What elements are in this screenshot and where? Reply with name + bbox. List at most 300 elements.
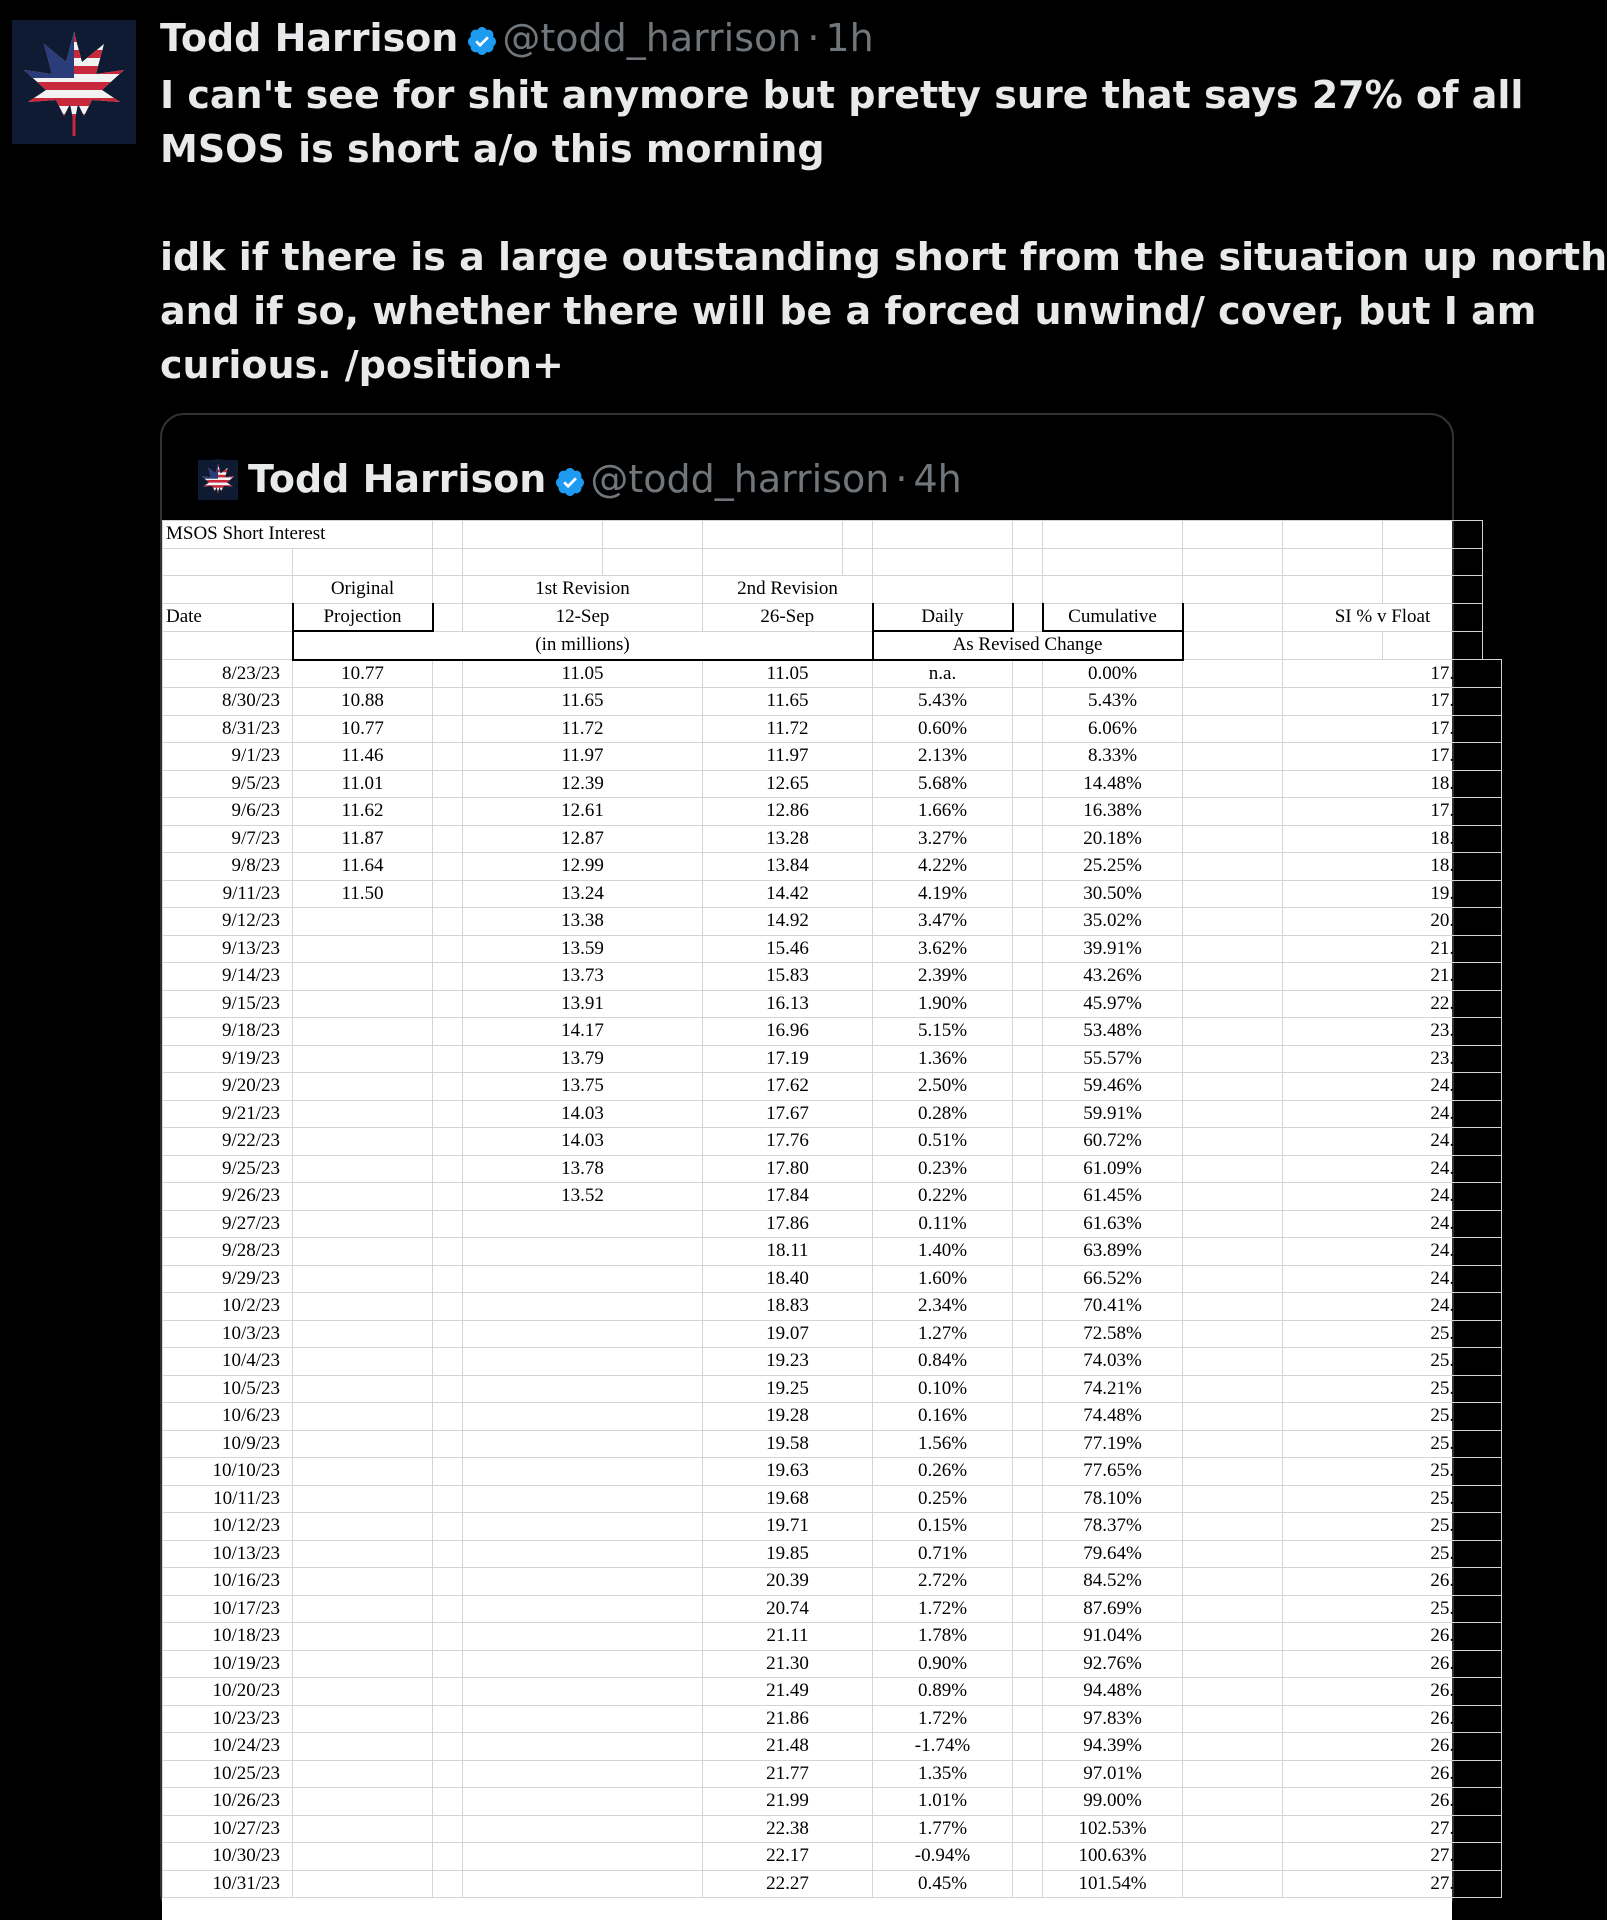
cell-cumulative: 5.43% [1043, 688, 1183, 716]
cell-rev2: 17.62 [703, 1073, 873, 1101]
cell-si-float: 25.17% [1283, 1348, 1502, 1376]
cell-rev1 [463, 1320, 703, 1348]
quoted-tweet[interactable] [160, 413, 1489, 1917]
cell-date: 10/31/23 [163, 1870, 293, 1898]
cell-cumulative: 101.54% [1043, 1870, 1183, 1898]
cell-cumulative: 8.33% [1043, 743, 1183, 771]
cell-rev1 [463, 1348, 703, 1376]
cell-original [293, 1513, 433, 1541]
table-row [163, 1650, 1502, 1678]
cell-si-float: 24.30% [1283, 1210, 1502, 1238]
cell-original [293, 1568, 433, 1596]
cell-rev1 [463, 1650, 703, 1678]
author-handle[interactable]: @todd_harrison [502, 16, 802, 60]
cell-cumulative: 97.01% [1043, 1760, 1183, 1788]
cell-cumulative: 72.58% [1043, 1320, 1183, 1348]
cell-original: 11.64 [293, 853, 433, 881]
cell-rev2: 18.40 [703, 1265, 873, 1293]
cell-cumulative: 55.57% [1043, 1045, 1183, 1073]
cell-cumulative: 6.06% [1043, 715, 1183, 743]
tweet-line: I can't see for shit anymore but pretty sure that says 27% of all [160, 73, 1524, 117]
cell-cumulative: 61.63% [1043, 1210, 1183, 1238]
cell-date: 10/25/23 [163, 1760, 293, 1788]
cell-rev2: 16.96 [703, 1018, 873, 1046]
tweet-line: and if so, whether there will be a forced unwind/ cover, but I am [160, 289, 1537, 333]
cell-original: 10.77 [293, 715, 433, 743]
table-row [163, 1540, 1502, 1568]
cell-si-float: 24.34% [1283, 1183, 1502, 1211]
table-row [163, 743, 1502, 771]
cannabis-leaf-flag-icon [198, 460, 238, 500]
cell-original: 10.88 [293, 688, 433, 716]
cell-rev1: 11.65 [463, 688, 703, 716]
cell-original [293, 1760, 433, 1788]
cell-rev2: 19.07 [703, 1320, 873, 1348]
table-row [163, 1788, 1502, 1816]
cell-rev2: 19.28 [703, 1403, 873, 1431]
cell-rev1: 14.03 [463, 1128, 703, 1156]
cell-date: 8/23/23 [163, 660, 293, 688]
cell-rev2: 21.48 [703, 1733, 873, 1761]
title-row [163, 521, 1502, 549]
cell-daily: 1.36% [873, 1045, 1013, 1073]
cell-rev1: 12.39 [463, 770, 703, 798]
cell-original [293, 1870, 433, 1898]
table-row [163, 1843, 1502, 1871]
cell-date: 10/16/23 [163, 1568, 293, 1596]
cell-daily: 1.60% [873, 1265, 1013, 1293]
cell-date: 9/20/23 [163, 1073, 293, 1101]
cell-rev2: 16.13 [703, 990, 873, 1018]
cell-date: 10/9/23 [163, 1430, 293, 1458]
cell-cumulative: 74.48% [1043, 1403, 1183, 1431]
cell-rev1 [463, 1678, 703, 1706]
table-row [163, 1705, 1502, 1733]
cell-rev1 [463, 1595, 703, 1623]
cell-date: 10/2/23 [163, 1293, 293, 1321]
cell-si-float: 23.52% [1283, 1045, 1502, 1073]
table-row [163, 1375, 1502, 1403]
cell-original [293, 1100, 433, 1128]
cell-daily: 3.47% [873, 908, 1013, 936]
cell-date: 10/6/23 [163, 1403, 293, 1431]
cell-si-float: 17.48% [1283, 743, 1502, 771]
cell-date: 10/18/23 [163, 1623, 293, 1651]
cell-rev2: 21.11 [703, 1623, 873, 1651]
cell-rev1: 11.97 [463, 743, 703, 771]
header-row-bottom [163, 631, 1502, 660]
cell-original [293, 1788, 433, 1816]
short-interest-table [162, 520, 1502, 1898]
cell-rev1 [463, 1238, 703, 1266]
cell-daily: -0.94% [873, 1843, 1013, 1871]
cell-si-float: 18.98% [1283, 853, 1502, 881]
cell-daily: 1.66% [873, 798, 1013, 826]
cell-rev1: 13.79 [463, 1045, 703, 1073]
cell-rev2: 13.28 [703, 825, 873, 853]
cell-rev1 [463, 1375, 703, 1403]
cell-date: 9/11/23 [163, 880, 293, 908]
cell-date: 9/21/23 [163, 1100, 293, 1128]
cell-si-float: 26.75% [1283, 1788, 1502, 1816]
cell-daily: 2.39% [873, 963, 1013, 991]
cell-rev2: 14.92 [703, 908, 873, 936]
cell-daily: 0.45% [873, 1870, 1013, 1898]
table-row [163, 1073, 1502, 1101]
cell-si-float: 24.17% [1283, 1100, 1502, 1128]
cell-cumulative: 102.53% [1043, 1815, 1183, 1843]
cell-rev2: 15.46 [703, 935, 873, 963]
cell-daily: 1.72% [873, 1595, 1013, 1623]
cell-rev1 [463, 1815, 703, 1843]
tweet-line: curious. /position+ [160, 343, 564, 387]
cell-si-float: 27.00% [1283, 1843, 1502, 1871]
cell-rev2: 20.39 [703, 1568, 873, 1596]
cell-date: 9/29/23 [163, 1265, 293, 1293]
cell-date: 9/18/23 [163, 1018, 293, 1046]
cell-date: 9/26/23 [163, 1183, 293, 1211]
cell-rev1 [463, 1403, 703, 1431]
cell-si-float: 18.41% [1283, 825, 1502, 853]
cell-si-float: 26.13% [1283, 1623, 1502, 1651]
cell-daily: 5.43% [873, 688, 1013, 716]
table-row [163, 1018, 1502, 1046]
cell-rev2: 17.80 [703, 1155, 873, 1183]
cell-date: 9/27/23 [163, 1210, 293, 1238]
quoted-tweet-header [198, 451, 962, 513]
cell-rev1 [463, 1568, 703, 1596]
cell-daily: 1.40% [873, 1238, 1013, 1266]
cell-daily: 0.15% [873, 1513, 1013, 1541]
cell-cumulative: 77.65% [1043, 1458, 1183, 1486]
cell-si-float: 25.17% [1283, 1403, 1502, 1431]
table-row [163, 1485, 1502, 1513]
cell-daily: 1.77% [873, 1815, 1013, 1843]
cell-rev1 [463, 1485, 703, 1513]
cell-date: 9/14/23 [163, 963, 293, 991]
cell-rev2: 22.17 [703, 1843, 873, 1871]
blank-row [163, 548, 1502, 576]
cell-original: 10.77 [293, 660, 433, 688]
cell-daily: 0.60% [873, 715, 1013, 743]
author-name[interactable]: Todd Harrison [160, 16, 459, 60]
header-row-mid [163, 603, 1502, 631]
cell-cumulative: 74.03% [1043, 1348, 1183, 1376]
tweet-line: MSOS is short a/o this morning [160, 127, 825, 171]
table-row [163, 1458, 1502, 1486]
cell-date: 9/1/23 [163, 743, 293, 771]
cell-cumulative: 53.48% [1043, 1018, 1183, 1046]
cell-daily: 0.89% [873, 1678, 1013, 1706]
cell-daily: 0.23% [873, 1155, 1013, 1183]
cell-date: 9/15/23 [163, 990, 293, 1018]
cell-cumulative: 0.00% [1043, 660, 1183, 688]
cell-cumulative: 94.48% [1043, 1678, 1183, 1706]
cell-daily: 1.72% [873, 1705, 1013, 1733]
table-row [163, 1348, 1502, 1376]
cell-si-float: 26.37% [1283, 1678, 1502, 1706]
cell-rev2: 11.97 [703, 743, 873, 771]
cell-cumulative: 45.97% [1043, 990, 1183, 1018]
cell-original [293, 1540, 433, 1568]
cell-original [293, 1485, 433, 1513]
header-revision-1: 1st Revision [463, 576, 703, 604]
cell-cumulative: 20.18% [1043, 825, 1183, 853]
cell-cumulative: 60.72% [1043, 1128, 1183, 1156]
cell-si-float: 21.71% [1283, 963, 1502, 991]
cell-daily: 1.78% [873, 1623, 1013, 1651]
quoted-avatar [198, 459, 238, 499]
cell-daily: 2.34% [873, 1293, 1013, 1321]
cell-daily: 5.68% [873, 770, 1013, 798]
cell-rev1 [463, 1458, 703, 1486]
cell-date: 9/25/23 [163, 1155, 293, 1183]
separator-dot: · [807, 16, 820, 60]
cell-si-float: 19.78% [1283, 880, 1502, 908]
cell-cumulative: 30.50% [1043, 880, 1183, 908]
cell-rev2: 21.86 [703, 1705, 873, 1733]
table-row [163, 1100, 1502, 1128]
verified-badge-icon [554, 457, 586, 513]
header-original: Original [293, 576, 433, 604]
cell-original: 11.50 [293, 880, 433, 908]
cell-date: 10/26/23 [163, 1788, 293, 1816]
cell-cumulative: 35.02% [1043, 908, 1183, 936]
cell-daily: 4.22% [873, 853, 1013, 881]
table-row [163, 1430, 1502, 1458]
header-units: (in millions) [293, 631, 873, 660]
header-row-top [163, 576, 1502, 604]
cell-original [293, 1183, 433, 1211]
table-row [163, 880, 1502, 908]
cell-rev2: 18.83 [703, 1293, 873, 1321]
cell-rev2: 21.30 [703, 1650, 873, 1678]
spreadsheet-image[interactable] [162, 520, 1489, 1920]
cell-rev1: 14.17 [463, 1018, 703, 1046]
cell-cumulative: 59.46% [1043, 1073, 1183, 1101]
cell-date: 9/12/23 [163, 908, 293, 936]
cell-rev1: 13.91 [463, 990, 703, 1018]
cell-rev2: 17.84 [703, 1183, 873, 1211]
table-row [163, 963, 1502, 991]
cell-daily: 0.84% [873, 1348, 1013, 1376]
table-row [163, 1183, 1502, 1211]
cell-cumulative: 43.26% [1043, 963, 1183, 991]
cell-rev1 [463, 1513, 703, 1541]
cell-cumulative: 87.69% [1043, 1595, 1183, 1623]
cell-original [293, 1073, 433, 1101]
cell-rev1 [463, 1705, 703, 1733]
cell-daily: 4.19% [873, 880, 1013, 908]
cell-cumulative: 78.37% [1043, 1513, 1183, 1541]
cell-si-float: 25.03% [1283, 1320, 1502, 1348]
cell-daily: 1.90% [873, 990, 1013, 1018]
cell-original [293, 1623, 433, 1651]
quoted-tweet-time[interactable]: 4h [913, 457, 962, 501]
table-row [163, 1155, 1502, 1183]
cell-original [293, 1128, 433, 1156]
cell-rev1: 13.24 [463, 880, 703, 908]
cell-date: 10/30/23 [163, 1843, 293, 1871]
cell-daily: 0.28% [873, 1100, 1013, 1128]
cell-si-float: 22.07% [1283, 990, 1502, 1018]
cell-date: 9/28/23 [163, 1238, 293, 1266]
cell-rev2: 20.74 [703, 1595, 873, 1623]
cell-date: 8/31/23 [163, 715, 293, 743]
cell-original [293, 1265, 433, 1293]
cell-original [293, 1733, 433, 1761]
table-row [163, 798, 1502, 826]
cell-date: 10/19/23 [163, 1650, 293, 1678]
cell-rev2: 19.58 [703, 1430, 873, 1458]
cell-cumulative: 100.63% [1043, 1843, 1183, 1871]
header-projection: Projection [293, 603, 433, 631]
cell-rev1: 13.59 [463, 935, 703, 963]
cell-date: 10/3/23 [163, 1320, 293, 1348]
cell-original [293, 1045, 433, 1073]
tweet-time[interactable]: 1h [825, 16, 874, 60]
cell-daily: 0.90% [873, 1650, 1013, 1678]
header-date: Date [163, 603, 293, 631]
tweet-text [160, 68, 1607, 392]
cannabis-leaf-flag-icon [12, 20, 136, 144]
cell-rev1 [463, 1843, 703, 1871]
cell-rev1: 13.38 [463, 908, 703, 936]
cell-daily: 0.51% [873, 1128, 1013, 1156]
cell-rev1: 13.75 [463, 1073, 703, 1101]
table-row [163, 825, 1502, 853]
cell-original [293, 1705, 433, 1733]
cell-rev1 [463, 1870, 703, 1898]
cell-rev2: 22.27 [703, 1870, 873, 1898]
cell-rev2: 17.67 [703, 1100, 873, 1128]
cell-rev2: 21.99 [703, 1788, 873, 1816]
verified-badge-icon [466, 16, 498, 72]
header-cumulative: Cumulative [1043, 603, 1183, 631]
cell-date: 9/8/23 [163, 853, 293, 881]
cell-original [293, 1430, 433, 1458]
cell-original [293, 1375, 433, 1403]
table-row [163, 1265, 1502, 1293]
cell-cumulative: 91.04% [1043, 1623, 1183, 1651]
cell-rev1 [463, 1788, 703, 1816]
cell-original [293, 1210, 433, 1238]
cell-rev1 [463, 1623, 703, 1651]
cell-si-float: 21.20% [1283, 935, 1502, 963]
table-row [163, 1760, 1502, 1788]
cell-rev2: 14.42 [703, 880, 873, 908]
table-row [163, 715, 1502, 743]
cell-cumulative: 94.39% [1043, 1733, 1183, 1761]
cell-rev2: 11.05 [703, 660, 873, 688]
cell-daily: 1.56% [873, 1430, 1013, 1458]
cell-date: 10/12/23 [163, 1513, 293, 1541]
cell-rev2: 19.68 [703, 1485, 873, 1513]
table-row [163, 1568, 1502, 1596]
cell-rev2: 11.72 [703, 715, 873, 743]
cell-rev1 [463, 1293, 703, 1321]
cell-si-float: 24.54% [1283, 1238, 1502, 1266]
cell-si-float: 24.71% [1283, 1293, 1502, 1321]
cell-rev1 [463, 1210, 703, 1238]
cell-daily: 0.16% [873, 1403, 1013, 1431]
cell-si-float: 26.28% [1283, 1568, 1502, 1596]
cell-original: 11.62 [293, 798, 433, 826]
cell-daily: 3.27% [873, 825, 1013, 853]
cell-original [293, 1320, 433, 1348]
cell-original [293, 990, 433, 1018]
cell-original [293, 1458, 433, 1486]
cell-si-float: 20.46% [1283, 908, 1502, 936]
cell-date: 9/13/23 [163, 935, 293, 963]
cell-cumulative: 25.25% [1043, 853, 1183, 881]
cell-cumulative: 84.52% [1043, 1568, 1183, 1596]
cell-original [293, 1293, 433, 1321]
cell-cumulative: 63.89% [1043, 1238, 1183, 1266]
cell-date: 8/30/23 [163, 688, 293, 716]
cell-date: 10/27/23 [163, 1815, 293, 1843]
cell-daily: 0.25% [873, 1485, 1013, 1513]
cell-date: 10/17/23 [163, 1595, 293, 1623]
cell-original [293, 1843, 433, 1871]
cell-si-float: 17.18% [1283, 715, 1502, 743]
author-avatar[interactable] [12, 20, 136, 144]
cell-rev2: 11.65 [703, 688, 873, 716]
table-row [163, 908, 1502, 936]
cell-si-float: 25.65% [1283, 1540, 1502, 1568]
cell-cumulative: 78.10% [1043, 1485, 1183, 1513]
cell-original [293, 908, 433, 936]
cell-si-float: 18.23% [1283, 770, 1502, 798]
cell-cumulative: 61.09% [1043, 1155, 1183, 1183]
cell-original [293, 963, 433, 991]
header-as-revised-change: As Revised Change [873, 631, 1183, 660]
cell-date: 10/5/23 [163, 1375, 293, 1403]
cell-rev2: 19.23 [703, 1348, 873, 1376]
cell-rev2: 13.84 [703, 853, 873, 881]
cell-si-float: 25.56% [1283, 1430, 1502, 1458]
cell-rev1 [463, 1540, 703, 1568]
cell-original [293, 1403, 433, 1431]
cell-date: 9/22/23 [163, 1128, 293, 1156]
cell-rev2: 19.71 [703, 1513, 873, 1541]
table-row [163, 990, 1502, 1018]
cell-rev2: 18.11 [703, 1238, 873, 1266]
cell-si-float: 24.30% [1283, 1128, 1502, 1156]
cell-si-float: 25.63% [1283, 1458, 1502, 1486]
cell-original [293, 1650, 433, 1678]
table-row [163, 1623, 1502, 1651]
table-row [163, 1210, 1502, 1238]
cell-original: 11.46 [293, 743, 433, 771]
cell-original: 11.01 [293, 770, 433, 798]
header-26-sep: 26-Sep [703, 603, 873, 631]
cell-cumulative: 74.21% [1043, 1375, 1183, 1403]
table-row [163, 1678, 1502, 1706]
cell-rev1: 12.61 [463, 798, 703, 826]
quoted-author-name[interactable]: Todd Harrison [248, 457, 547, 501]
cell-rev2: 17.76 [703, 1128, 873, 1156]
cell-original [293, 935, 433, 963]
cell-original [293, 1595, 433, 1623]
cell-daily: 2.50% [873, 1073, 1013, 1101]
sheet-title: MSOS Short Interest [163, 521, 433, 549]
quoted-author-handle[interactable]: @todd_harrison [590, 457, 890, 501]
cell-rev1: 12.99 [463, 853, 703, 881]
cell-daily: 0.10% [873, 1375, 1013, 1403]
table-row [163, 660, 1502, 688]
cell-cumulative: 61.45% [1043, 1183, 1183, 1211]
